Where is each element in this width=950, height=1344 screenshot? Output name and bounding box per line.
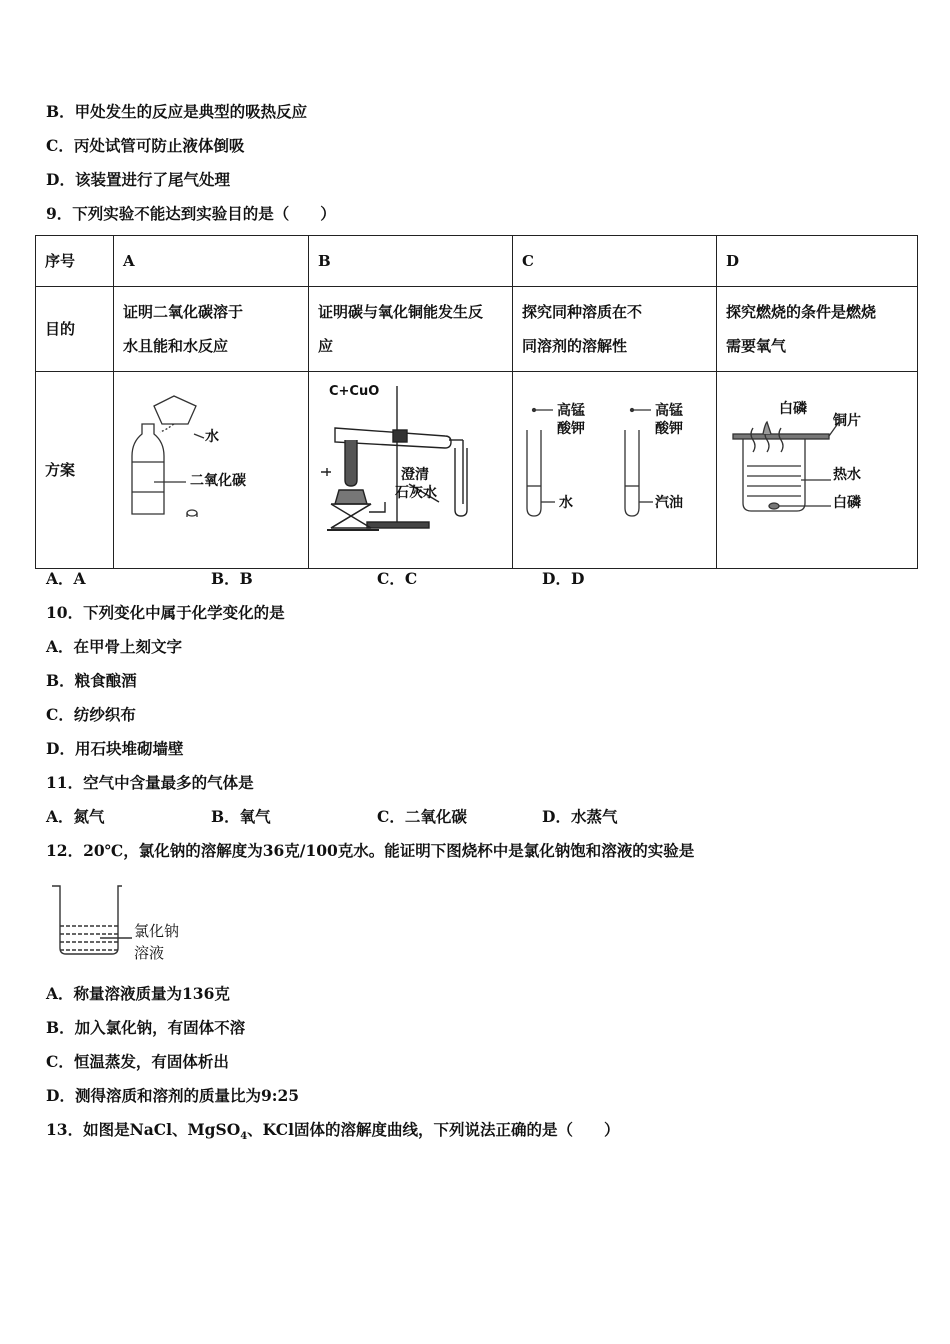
label-kmno4-1a: 高锰 (557, 403, 585, 419)
table-cell-goal-b: 证明碳与氧化铜能发生反 应 (309, 287, 513, 372)
q10-option-c: C．纺纱织布 (46, 705, 136, 724)
beaker-drawing (717, 372, 918, 568)
q9-option-b: B．B (211, 569, 253, 588)
q13-stem-prefix: 13．如图是NaCl、MgSO (46, 1120, 241, 1139)
q10-option-d: D．用石块堆砌墙壁 (46, 739, 184, 758)
q9-stem: 9．下列实验不能达到实验目的是（ ） (46, 204, 336, 223)
label-kmno4-2a: 高锰 (655, 403, 683, 419)
table-cell-seq-label: 序号 (36, 236, 114, 287)
q11-option-a: A．氮气 (46, 807, 105, 826)
q12-beaker-figure (48, 880, 208, 968)
table-cell-goal-c: 探究同种溶质在不 同溶剂的溶解性 (513, 287, 717, 372)
figure-d-beaker (717, 372, 917, 568)
q11-stem: 11．空气中含量最多的气体是 (46, 773, 254, 792)
q12-option-c: C．恒温蒸发，有固体析出 (46, 1052, 229, 1071)
table-cell-plan-a (114, 372, 309, 569)
q8-option-d: D．该装置进行了尾气处理 (46, 170, 230, 189)
table-cell-plan-label: 方案 (36, 372, 114, 569)
label-white-phosphorus-bottom: 白磷 (833, 495, 861, 511)
label-white-phosphorus-top: 白磷 (779, 401, 807, 417)
q11-option-c: C．二氧化碳 (377, 807, 467, 826)
q11-option-b: B．氧气 (211, 807, 271, 826)
label-nacl: 氯化钠 (134, 922, 180, 940)
q13-stem-subscript: 4 (240, 1131, 248, 1143)
label-kmno4-1b: 酸钾 (557, 421, 585, 437)
q11-option-d: D．水蒸气 (542, 807, 618, 826)
q9-option-c: C．C (377, 569, 418, 588)
table-cell-goal-a: 证明二氧化碳溶于 水且能和水反应 (114, 287, 309, 372)
q13-stem-suffix: 、KCl固体的溶解度曲线，下列说法正确的是（ ） (247, 1120, 620, 1139)
label-kmno4-2b: 酸钾 (655, 421, 683, 437)
q12-option-d: D．测得溶质和溶剂的质量比为9:25 (46, 1086, 300, 1105)
q12-stem: 12．20℃，氯化钠的溶解度为36克/100克水。能证明下图烧杯中是氯化钠饱和溶液的实验是 (46, 841, 695, 860)
q9-option-a: A．A (46, 569, 86, 588)
q10-option-b: B．粮食酿酒 (46, 671, 137, 690)
label-c-cuo: C+CuO (329, 384, 380, 399)
table-cell-plan-d (717, 372, 918, 569)
q9-option-d: D．D (542, 569, 585, 588)
label-solution: 溶液 (134, 944, 165, 962)
table-cell-goal-label: 目的 (36, 287, 114, 372)
label-hot-water: 热水 (833, 467, 861, 483)
label-water: 水 (205, 429, 219, 445)
figure-b-apparatus (309, 372, 512, 568)
q13-stem (46, 1120, 619, 1147)
label-gasoline: 汽油 (655, 495, 683, 511)
q12-option-b: B．加入氯化钠，有固体不溶 (46, 1018, 246, 1037)
table-cell-col-c: C (513, 236, 717, 287)
figure-c-tubes (513, 372, 716, 568)
table-cell-col-a: A (114, 236, 309, 287)
label-copper-sheet: 铜片 (833, 413, 861, 429)
test-tubes-drawing (513, 372, 717, 568)
figure-a-bottle (114, 372, 308, 568)
label-co2: 二氧化碳 (190, 473, 246, 489)
q8-option-b: B．甲处发生的反应是典型的吸热反应 (46, 102, 308, 121)
label-water-c: 水 (559, 495, 573, 511)
q10-stem: 10．下列变化中属于化学变化的是 (46, 603, 285, 622)
label-limewater: 石灰水 (395, 485, 437, 501)
table-cell-col-b: B (309, 236, 513, 287)
beaker-nacl-drawing (48, 880, 138, 960)
label-clear: 澄清 (401, 467, 429, 483)
table-cell-col-d: D (717, 236, 918, 287)
table-cell-plan-c (513, 372, 717, 569)
table-cell-plan-b (309, 372, 513, 569)
q9-table (35, 235, 918, 569)
q8-option-c: C．丙处试管可防止液体倒吸 (46, 136, 245, 155)
q12-option-a: A．称量溶液质量为136克 (46, 984, 230, 1003)
table-cell-goal-d: 探究燃烧的条件是燃烧 需要氧气 (717, 287, 918, 372)
q10-option-a: A．在甲骨上刻文字 (46, 637, 183, 656)
